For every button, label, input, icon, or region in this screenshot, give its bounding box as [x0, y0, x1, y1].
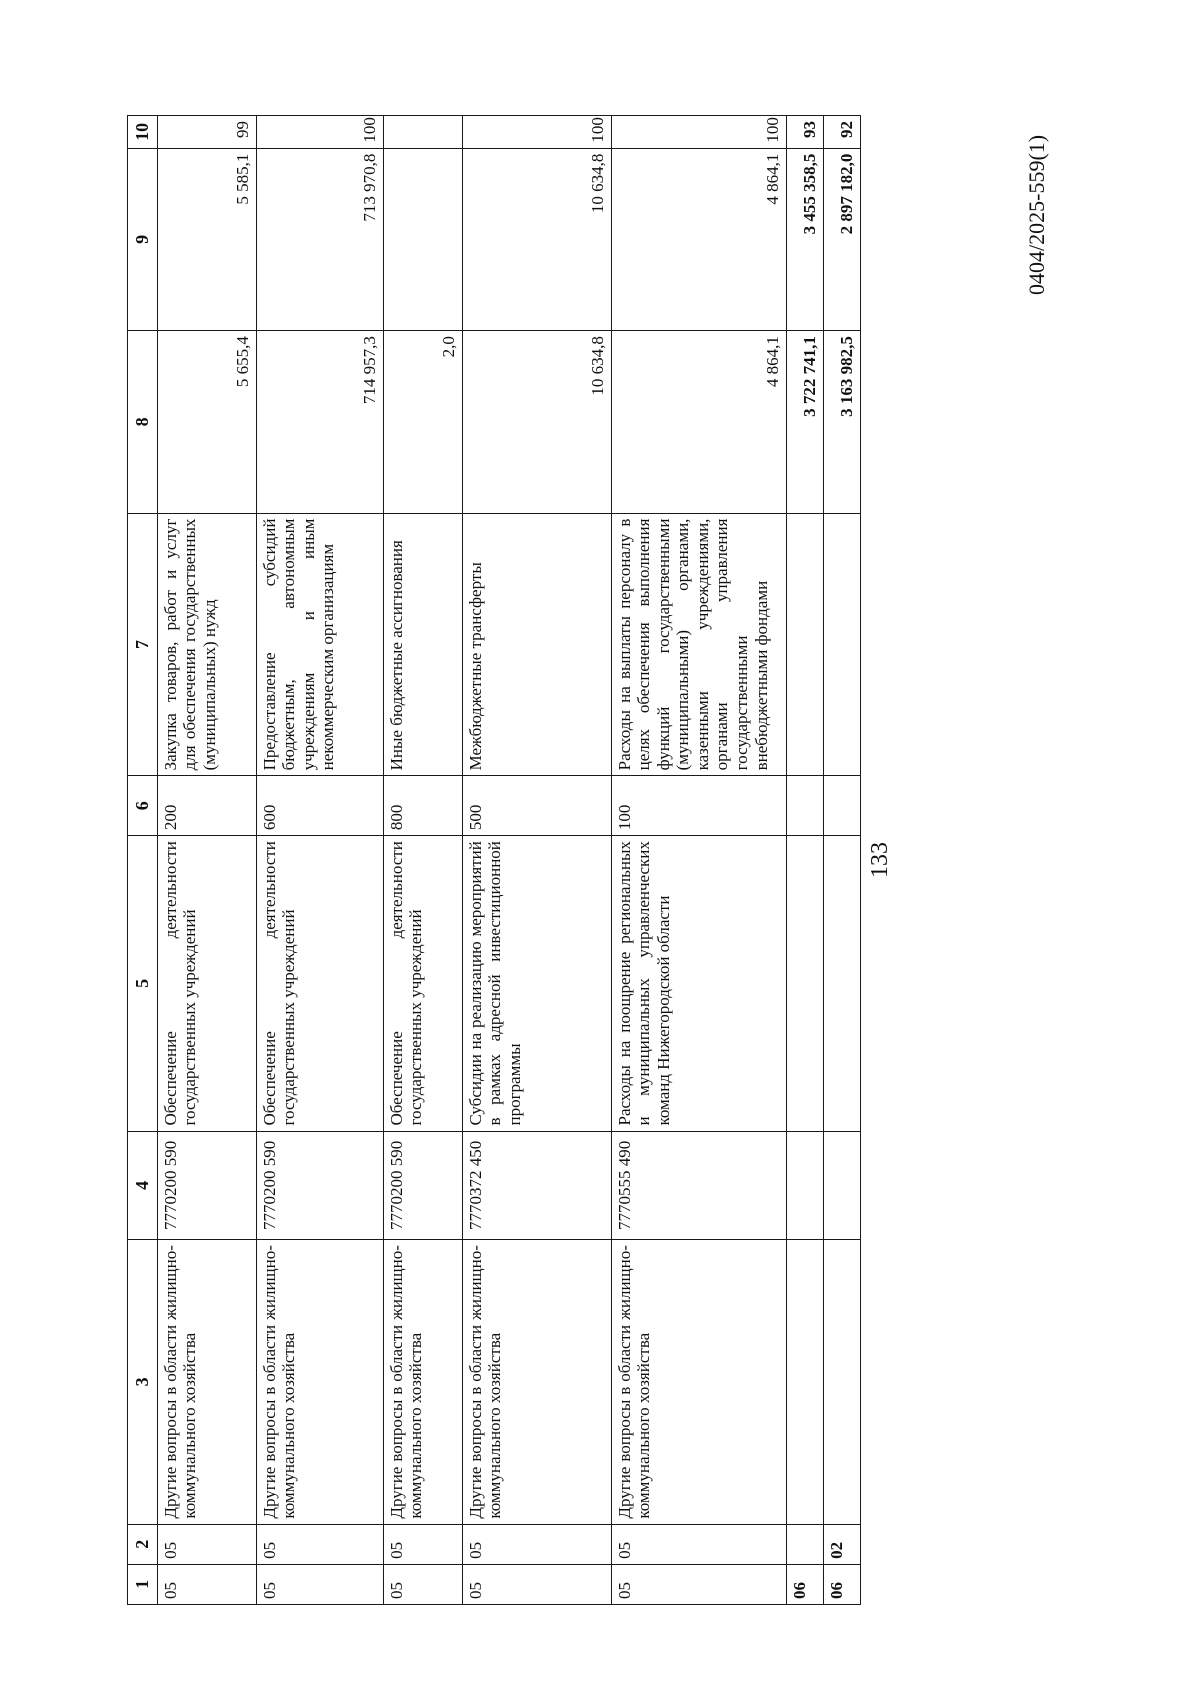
table-row [462, 116, 611, 1605]
target-article-code: 7770200 590 [383, 1131, 462, 1240]
subsection-code: 05 [157, 1524, 256, 1564]
column-header: 2 [128, 1524, 158, 1564]
expense-type-code: 100 [611, 776, 786, 836]
execution-percent: 93 [786, 116, 823, 149]
target-article-name: Расходы на поощрение региональных и муниципальных управленческих команд Нижегородской области [611, 836, 786, 1131]
column-header: 5 [128, 836, 158, 1131]
target-article-code [823, 1131, 860, 1240]
expense-type-code [786, 776, 823, 836]
execution-percent: 99 [157, 116, 256, 149]
column-header: 10 [128, 116, 158, 149]
target-article-name: Обеспечение деятельности государственных учреждений [157, 836, 256, 1131]
expense-type-code: 500 [462, 776, 611, 836]
subsection-code: 05 [462, 1524, 611, 1564]
target-article-code: 7770555 490 [611, 1131, 786, 1240]
column-header: 9 [128, 148, 158, 330]
target-article-code: 7770372 450 [462, 1131, 611, 1240]
execution-percent [383, 116, 462, 149]
expense-type-code: 200 [157, 776, 256, 836]
expense-type-name: Расходы на выплаты персоналу в целях обеспечения выполнения функций государственными (муниципальными) органами, казенными учреждениями, органами управления государственными внебюджетными фондами [611, 513, 786, 776]
document-reference-text: 0404/2025-559(1) [1024, 134, 1049, 295]
expense-type-name: Закупка товаров, работ и услуг для обеспечения государственных (муниципальных) нужд [157, 513, 256, 776]
target-article-name: Субсидии на реализацию мероприятий в рамках адресной инвестиционной программы [462, 836, 611, 1131]
subsection-name: Другие вопросы в области жилищно-коммунального хозяйства [383, 1240, 462, 1525]
execution-percent: 100 [256, 116, 383, 149]
expense-type-name: Предоставление субсидий бюджетным, автономным учреждениям и иным некоммерческим организациям [256, 513, 383, 776]
subsection-code: 05 [256, 1524, 383, 1564]
subsection-name: Другие вопросы в области жилищно-коммунального хозяйства [611, 1240, 786, 1525]
section-code: 05 [256, 1564, 383, 1604]
planned-amount: 3 722 741,1 [786, 331, 823, 513]
target-article-code: 7770200 590 [157, 1131, 256, 1240]
section-code: 05 [157, 1564, 256, 1604]
planned-amount: 10 634,8 [462, 331, 611, 513]
target-article-code [786, 1131, 823, 1240]
table-row [157, 116, 256, 1605]
section-code: 05 [462, 1564, 611, 1604]
actual-amount: 4 864,1 [611, 148, 786, 330]
target-article-name: Обеспечение деятельности государственных учреждений [383, 836, 462, 1131]
rotated-page-content [127, 115, 897, 1605]
table-row [256, 116, 383, 1605]
table-header-row [128, 116, 158, 1605]
section-code: 06 [823, 1564, 860, 1604]
column-header: 4 [128, 1131, 158, 1240]
subsection-name [823, 1240, 860, 1525]
subsection-name: Другие вопросы в области жилищно-коммунального хозяйства [462, 1240, 611, 1525]
table-row [383, 116, 462, 1605]
document-reference [1018, 95, 1058, 295]
planned-amount: 5 655,4 [157, 331, 256, 513]
subsection-name [786, 1240, 823, 1525]
expense-type-name [786, 513, 823, 776]
column-header: 6 [128, 776, 158, 836]
expense-type-code: 800 [383, 776, 462, 836]
subsection-code [786, 1524, 823, 1564]
target-article-code: 7770200 590 [256, 1131, 383, 1240]
table-row-total [823, 116, 860, 1605]
budget-table [127, 115, 861, 1605]
subsection-code: 05 [383, 1524, 462, 1564]
planned-amount: 2,0 [383, 331, 462, 513]
section-code: 06 [786, 1564, 823, 1604]
planned-amount: 714 957,3 [256, 331, 383, 513]
expense-type-code [823, 776, 860, 836]
actual-amount: 10 634,8 [462, 148, 611, 330]
section-code: 05 [611, 1564, 786, 1604]
expense-type-name: Иные бюджетные ассигнования [383, 513, 462, 776]
subsection-code: 05 [611, 1524, 786, 1564]
actual-amount: 2 897 182,0 [823, 148, 860, 330]
execution-percent: 92 [823, 116, 860, 149]
expense-type-code: 600 [256, 776, 383, 836]
actual-amount: 3 455 358,5 [786, 148, 823, 330]
actual-amount: 5 585,1 [157, 148, 256, 330]
section-code: 05 [383, 1564, 462, 1604]
target-article-name [823, 836, 860, 1131]
table-row [611, 116, 786, 1605]
target-article-name: Обеспечение деятельности государственных учреждений [256, 836, 383, 1131]
planned-amount: 4 864,1 [611, 331, 786, 513]
expense-type-name [823, 513, 860, 776]
table-row-total [786, 116, 823, 1605]
subsection-code: 02 [823, 1524, 860, 1564]
subsection-name: Другие вопросы в области жилищно-коммунального хозяйства [256, 1240, 383, 1525]
actual-amount [383, 148, 462, 330]
execution-percent: 100 [462, 116, 611, 149]
planned-amount: 3 163 982,5 [823, 331, 860, 513]
subsection-name: Другие вопросы в области жилищно-коммунального хозяйства [157, 1240, 256, 1525]
actual-amount: 713 970,8 [256, 148, 383, 330]
column-header: 8 [128, 331, 158, 513]
expense-type-name: Межбюджетные трансферты [462, 513, 611, 776]
page-number: 133 [867, 842, 893, 878]
column-header: 3 [128, 1240, 158, 1525]
column-header: 7 [128, 513, 158, 776]
target-article-name [786, 836, 823, 1131]
execution-percent: 100 [611, 116, 786, 149]
column-header: 1 [128, 1564, 158, 1604]
